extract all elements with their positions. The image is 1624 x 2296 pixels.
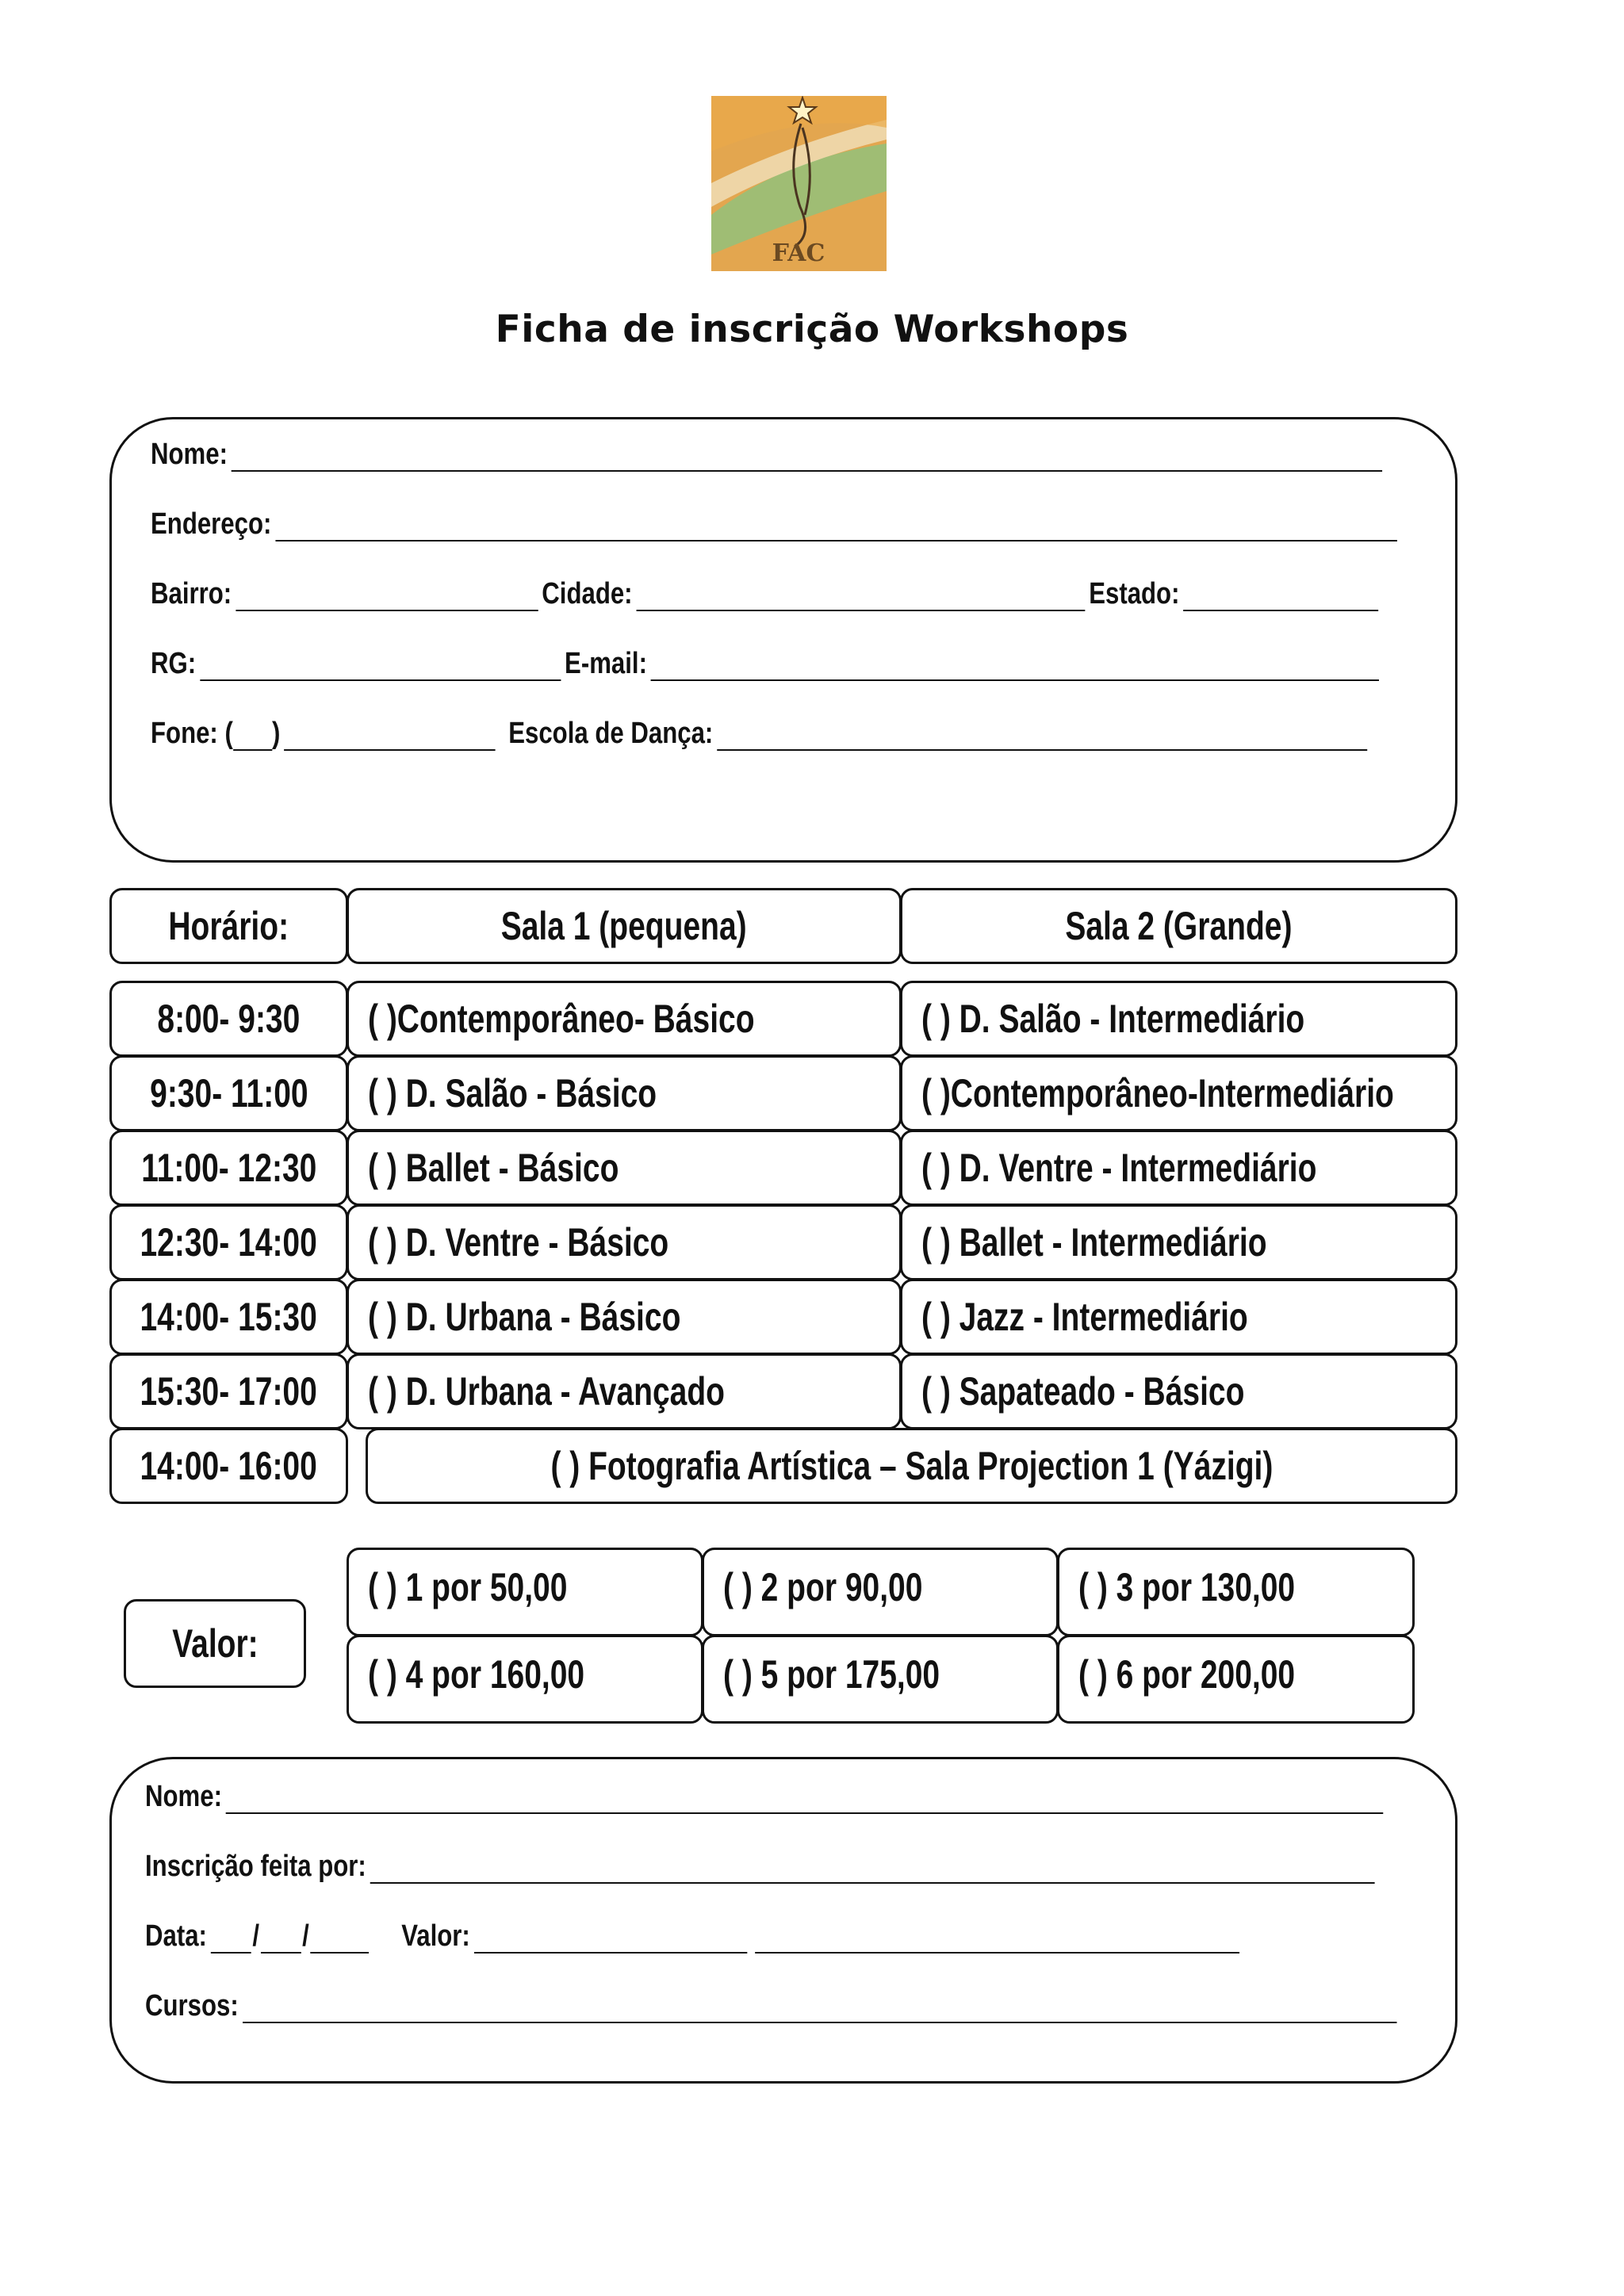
data-sep: / xyxy=(302,1919,309,1953)
time-cell: 14:00- 15:30 xyxy=(109,1279,348,1355)
escola-label: Escola de Dança: xyxy=(508,717,714,750)
cursos-row xyxy=(145,1989,1400,2023)
rg-field[interactable] xyxy=(200,654,561,681)
fone-close: ) xyxy=(272,717,281,750)
sala1-option[interactable]: ( ) D. Salão - Básico xyxy=(347,1055,902,1131)
sala2-option[interactable]: ( ) Sapateado - Básico xyxy=(900,1353,1457,1429)
data-year-field[interactable] xyxy=(310,1927,369,1954)
sala2-option[interactable]: ( ) D. Salão - Intermediário xyxy=(900,981,1457,1057)
sala1-option[interactable]: ( ) Ballet - Básico xyxy=(347,1130,902,1206)
time-cell: 14:00- 16:00 xyxy=(109,1428,348,1504)
cidade-field[interactable] xyxy=(636,584,1085,611)
price-option-3[interactable]: ( ) 3 por 130,00 xyxy=(1057,1548,1415,1636)
fone-ddd-field[interactable] xyxy=(233,724,272,751)
price-option-6[interactable]: ( ) 6 por 200,00 xyxy=(1057,1635,1415,1724)
bottom-valor-extra-field[interactable] xyxy=(755,1927,1239,1954)
price-option-5[interactable]: ( ) 5 por 175,00 xyxy=(702,1635,1059,1724)
data-sep: / xyxy=(252,1919,259,1953)
header-sala2: Sala 2 (Grande) xyxy=(900,888,1457,964)
endereco-row xyxy=(151,507,1401,541)
bairro-row xyxy=(151,577,1382,611)
sala2-option[interactable]: ( )Contemporâneo-Intermediário xyxy=(900,1055,1457,1131)
estado-label: Estado: xyxy=(1089,577,1180,610)
price-option-2[interactable]: ( ) 2 por 90,00 xyxy=(702,1548,1059,1636)
bottom-valor-label: Valor: xyxy=(401,1919,470,1953)
sala1-option[interactable]: ( ) D. Urbana - Avançado xyxy=(347,1353,902,1429)
fone-label: Fone: ( xyxy=(151,717,233,750)
data-label: Data: xyxy=(145,1919,207,1953)
personal-info-panel xyxy=(109,417,1457,863)
email-field[interactable] xyxy=(651,654,1379,681)
fone-field[interactable] xyxy=(284,724,496,751)
logo-graphic xyxy=(711,96,887,271)
bottom-valor-field[interactable] xyxy=(474,1927,747,1954)
data-valor-row xyxy=(145,1919,1243,1954)
sala1-option[interactable]: ( ) D. Urbana - Básico xyxy=(347,1279,902,1355)
escola-field[interactable] xyxy=(717,724,1367,751)
page-title: Ficha de inscrição Workshops xyxy=(495,308,1129,351)
endereco-field[interactable] xyxy=(275,515,1397,541)
endereco-label: Endereço: xyxy=(151,507,272,541)
price-option-4[interactable]: ( ) 4 por 160,00 xyxy=(347,1635,703,1724)
data-month-field[interactable] xyxy=(261,1927,301,1954)
fone-row xyxy=(151,719,1371,751)
sala1-option[interactable]: ( )Contemporâneo- Básico xyxy=(347,981,902,1057)
time-cell: 15:30- 17:00 xyxy=(109,1353,348,1429)
time-cell: 8:00- 9:30 xyxy=(109,981,348,1057)
sala2-option[interactable]: ( ) D. Ventre - Intermediário xyxy=(900,1130,1457,1206)
bairro-field[interactable] xyxy=(236,584,538,611)
bottom-nome-row xyxy=(145,1782,1387,1814)
time-cell: 12:30- 14:00 xyxy=(109,1204,348,1280)
nome-field[interactable] xyxy=(232,445,1382,472)
rg-row xyxy=(151,649,1383,681)
fac-logo xyxy=(711,96,887,271)
cidade-label: Cidade: xyxy=(542,577,633,610)
feita-por-label: Inscrição feita por: xyxy=(145,1850,366,1883)
email-label: E-mail: xyxy=(565,647,647,680)
cursos-field[interactable] xyxy=(243,1996,1397,2023)
time-cell: 11:00- 12:30 xyxy=(109,1130,348,1206)
feita-por-field[interactable] xyxy=(370,1857,1375,1884)
time-cell: 9:30- 11:00 xyxy=(109,1055,348,1131)
valor-label: Valor: xyxy=(124,1599,306,1688)
cursos-label: Cursos: xyxy=(145,1989,239,2022)
sala2-option[interactable]: ( ) Ballet - Intermediário xyxy=(900,1204,1457,1280)
header-sala1: Sala 1 (pequena) xyxy=(347,888,902,964)
logo-text: FAC xyxy=(772,239,825,267)
nome-row xyxy=(151,440,1386,472)
sala2-option[interactable]: ( ) Jazz - Intermediário xyxy=(900,1279,1457,1355)
fotografia-option[interactable]: ( ) Fotografia Artística – Sala Projection 1 (Yázigi) xyxy=(366,1428,1457,1504)
bottom-nome-field[interactable] xyxy=(226,1787,1384,1814)
price-option-1[interactable]: ( ) 1 por 50,00 xyxy=(347,1548,703,1636)
bairro-label: Bairro: xyxy=(151,577,232,610)
estado-field[interactable] xyxy=(1183,584,1378,611)
nome-label: Nome: xyxy=(151,438,228,471)
feita-por-row xyxy=(145,1852,1379,1884)
bottom-nome-label: Nome: xyxy=(145,1780,222,1813)
header-horario: Horário: xyxy=(109,888,348,964)
sala1-option[interactable]: ( ) D. Ventre - Básico xyxy=(347,1204,902,1280)
data-day-field[interactable] xyxy=(211,1927,251,1954)
rg-label: RG: xyxy=(151,647,197,680)
